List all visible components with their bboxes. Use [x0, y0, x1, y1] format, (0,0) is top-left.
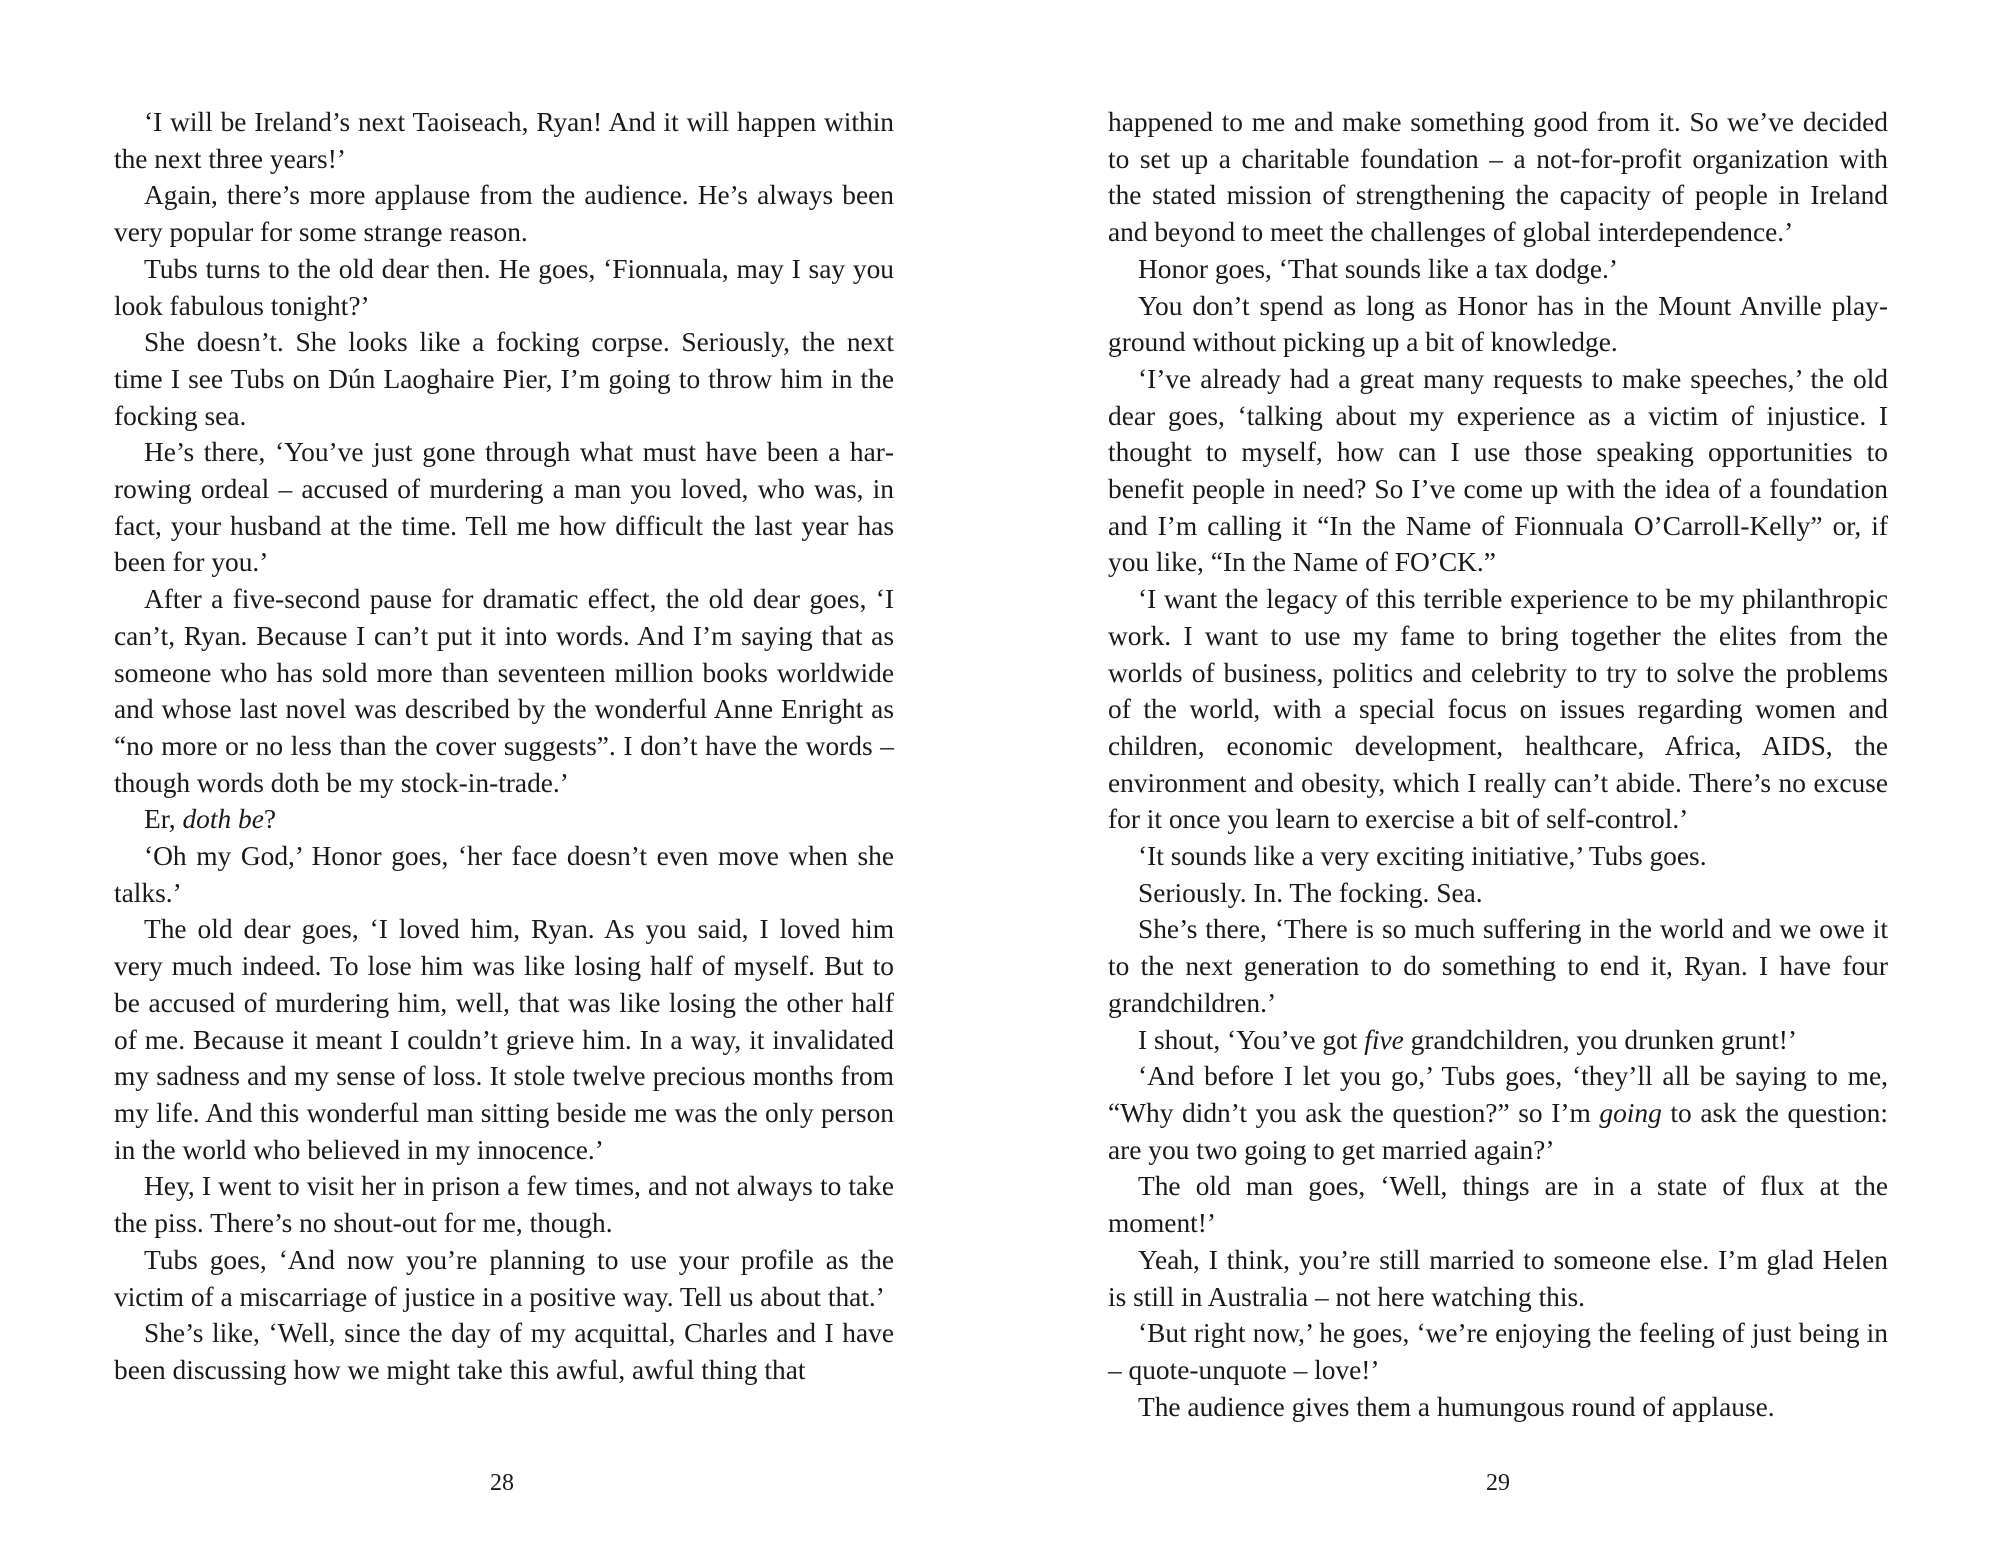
paragraph: He’s there, ‘You’ve just gone through what must have been a harrowing ordeal – accused of murdering a man you loved, who was, in fact, your husband at the time. Tell me how difficult the last year has been for you.’: [114, 437, 894, 578]
text-run: ‘And before I let you go,’ Tubs goes, ‘they’ll all be saying to me, “Why didn’t you ask the question?” so I’m: [1108, 1061, 1888, 1128]
paragraph: She’s there, ‘There is so much suffering in the world and we owe it to the next generation to do something to end it, Ryan. I have four grandchildren.’: [1108, 914, 1888, 1018]
page-number: 28: [490, 1470, 514, 1496]
paragraph: She’s like, ‘Well, since the day of my acquittal, Charles and I have been discussing how we might take this awful, awful thing that: [114, 1318, 894, 1385]
text-run: Er,: [144, 804, 183, 835]
paragraph: ‘Oh my God,’ Honor goes, ‘her face doesn’t even move when she talks.’: [114, 841, 894, 908]
paragraph: Tubs goes, ‘And now you’re planning to use your profile as the victim of a miscarriage of justice in a positive way. Tell us about that.’: [114, 1244, 894, 1312]
page-number: 29: [1486, 1470, 1510, 1496]
paragraph: ‘I want the legacy of this terrible experience to be my philanthropic work. I want to use my fame to bring together the elites from the worlds of business, politics and celebrity to try to solve the problems of the world, with a special focus on issues regarding women and children, economic development, healthcare, Africa, AIDS, the environment and obesity, which I really can’t abide. There’s no excuse for it once you learn to exercise a bit of self-control.’: [1108, 584, 1888, 835]
italic-text: going: [1599, 1097, 1662, 1128]
paragraph: ‘I will be Ireland’s next Taoiseach, Ryan! And it will happen within the next three years!’: [114, 107, 894, 174]
text-run: to ask the question: are you two going to get married again?’: [1108, 1097, 1888, 1165]
paragraph: Hey, I went to visit her in prison a few times, and not always to take the piss. There’s no shout-out for me, though.: [114, 1171, 894, 1239]
paragraph: [1108, 1022, 1888, 1059]
paragraph: [1108, 1058, 1888, 1168]
paragraph: After a five-second pause for dramatic effect, the old dear goes, ‘I can’t, Ryan. Because I can’t put it into words. And I’m saying that as someone who has sold more than seventeen million books worldwide and whose last novel was described by the wonderful Anne Enright as “no more or no less than the cover suggests”. I don’t have the words – though words doth be my stock-in-trade.’: [114, 584, 894, 798]
paragraph: She doesn’t. She looks like a focking corpse. Seriously, the next time I see Tubs on Dún Laoghaire Pier, I’m going to throw him in the focking sea.: [114, 327, 894, 431]
paragraph: Seriously. In. The focking. Sea.: [1138, 877, 1483, 908]
paragraph: Again, there’s more applause from the audience. He’s always been very popular for some strange reason.: [114, 180, 894, 248]
italic-text: five: [1364, 1024, 1404, 1055]
paragraph: ‘I’ve already had a great many requests to make speeches,’ the old dear goes, ‘talking about my experience as a victim of injustice. I thought to myself, how can I use those speaking opportunities to benefit people in need? So I’ve come up with the idea of a foundation and I’m calling it “In the Name of Fionnuala O’Carroll-Kelly” or, if you like, “In the Name of FO’CK.”: [1108, 363, 1888, 578]
paragraph: ‘But right now,’ he goes, ‘we’re enjoying the feeling of just being in – quote-unquote – love!’: [1108, 1318, 1888, 1385]
left-page-text: [114, 104, 894, 1389]
text-run: grandchildren, you drunken grunt!’: [1403, 1024, 1798, 1055]
italic-text: doth be: [182, 804, 264, 835]
paragraph-continued: happened to me and make something good from it. So we’ve decided to set up a charitable foundation – a not-for-profit organization with the stated mission of strengthening the capacity of people in Ireland and beyond to meet the challenges of global interdependence.’: [1108, 107, 1888, 248]
paragraph: ‘It sounds like a very exciting initiative,’ Tubs goes.: [1138, 841, 1707, 872]
text-run: ?: [263, 804, 277, 835]
paragraph: Yeah, I think, you’re still married to someone else. I’m glad Helen is still in Australia – not here watching this.: [1108, 1244, 1888, 1312]
paragraph: Tubs turns to the old dear then. He goes, ‘Fionnuala, may I say you look fabulous tonight?’: [114, 253, 894, 321]
right-page: [1000, 0, 2000, 1546]
paragraph: The old dear goes, ‘I loved him, Ryan. As you said, I loved him very much indeed. To lose him was like losing half of myself. But to be accused of murdering him, well, that was like losing the other half of me. Because it meant I couldn’t grieve him. In a way, it invalidated my sadness and my sense of loss. It stole twelve precious months from my life. And this wonderful man sitting beside me was the only person in the world who believed in my innocence.’: [114, 914, 894, 1165]
right-page-text: [1108, 104, 1888, 1425]
paragraph: The old man goes, ‘Well, things are in a state of flux at the moment!’: [1108, 1171, 1888, 1239]
paragraph: You don’t spend as long as Honor has in the Mount Anville playground without picking up a bit of knowledge.: [1108, 290, 1888, 358]
paragraph: [114, 801, 894, 838]
paragraph: The audience gives them a humungous round of applause.: [1138, 1391, 1775, 1422]
text-run: I shout, ‘You’ve got: [1138, 1024, 1365, 1055]
paragraph: Honor goes, ‘That sounds like a tax dodge.’: [1138, 253, 1618, 284]
